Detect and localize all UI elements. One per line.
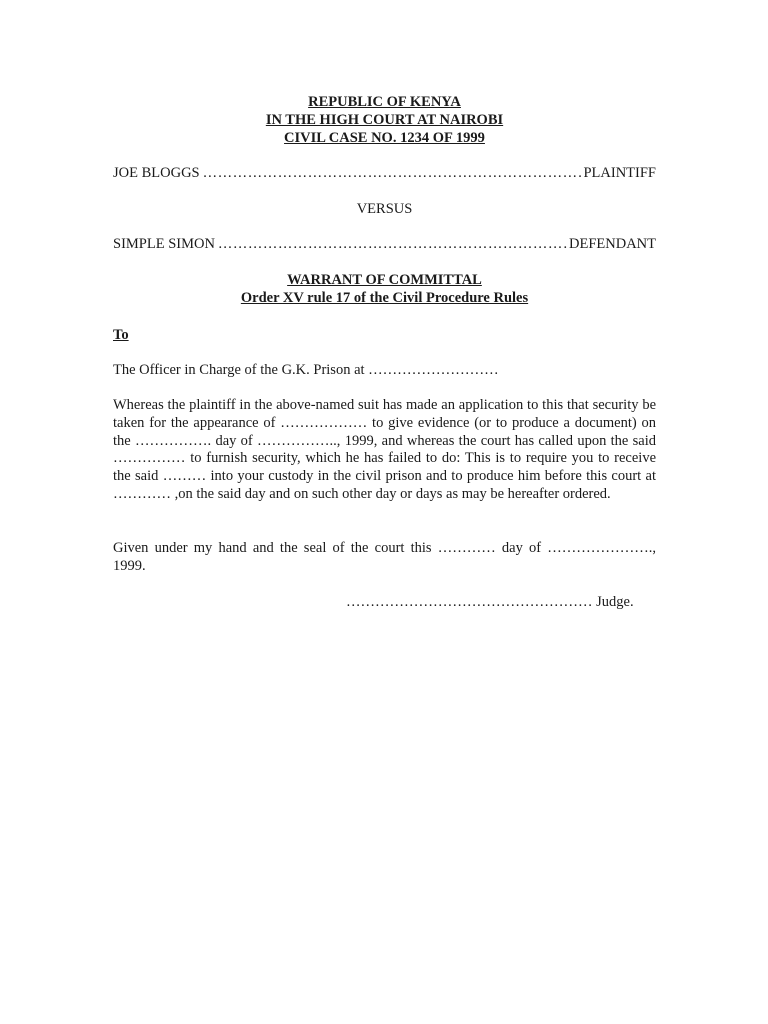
plaintiff-name: JOE BLOGGS (113, 165, 200, 181)
plaintiff-line (113, 164, 656, 182)
defendant-name: SIMPLE SIMON (113, 236, 215, 252)
given-paragraph: Given under my hand and the seal of the court this ………… day of …………………., 1999. (113, 540, 656, 574)
document-heading (113, 93, 656, 147)
defendant-leader-dots (215, 235, 569, 253)
heading-country: REPUBLIC OF KENYA (308, 94, 461, 110)
plaintiff-leader-dots (200, 164, 584, 182)
heading-court: IN THE HIGH COURT AT NAIROBI (265, 112, 504, 128)
judge-signature-line: …………………………………………… Judge. (346, 594, 634, 610)
defendant-line (113, 235, 656, 253)
officer-line: The Officer in Charge of the G.K. Prison at ……………………… (113, 362, 499, 378)
to-label: To (113, 327, 129, 343)
versus-label: VERSUS (356, 201, 413, 217)
heading-case-number: CIVIL CASE NO. 1234 OF 1999 (284, 130, 485, 146)
plaintiff-role: PLAINTIFF (583, 165, 656, 181)
warrant-heading (113, 271, 656, 307)
to-label-wrapper (113, 326, 656, 344)
defendant-role: DEFENDANT (569, 236, 656, 252)
body-paragraph: Whereas the plaintiff in the above-named suit has made an application to this that security be taken for the appearance of ……………… to give evidence (or to produce a document) on the ……………. day of …………….., 1999, and whereas the court has called upon the said …………… to furnish security, which he has failed to do: This is to require you to receive the said ……… into your custody in the civil prison and to produce him before this court at ………… ,on the said day and on such other day or days as may be hereafter ordered. (113, 397, 656, 502)
warrant-title: WARRANT OF COMMITTAL (287, 272, 482, 288)
warrant-subtitle: Order XV rule 17 of the Civil Procedure Rules (240, 290, 529, 306)
